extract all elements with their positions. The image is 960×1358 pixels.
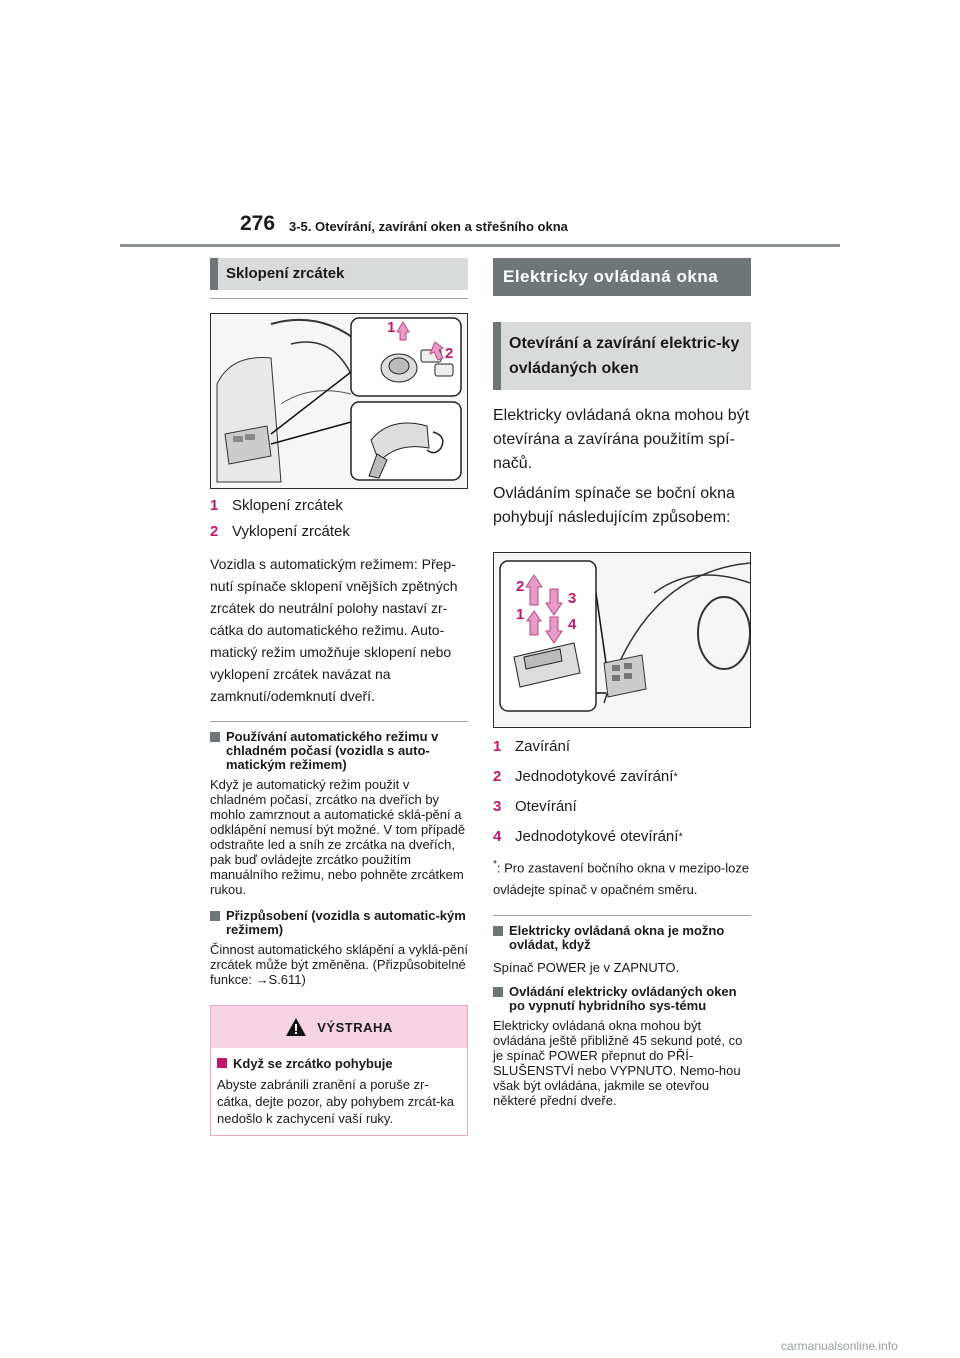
left-column	[210, 258, 468, 1136]
warning-subtitle: Když se zrcátko pohybuje	[217, 1056, 461, 1071]
list-item-fold: 1 Sklopení zrcátek	[210, 497, 343, 514]
warning-box	[210, 1005, 468, 1136]
page-number: 276	[240, 212, 276, 235]
window-switch-figure	[493, 552, 751, 728]
note-cold-weather-text: Když je automatický režim použit v chladném počasí, zrcátko na dveřích by mohlo zamrznout a automatické sklá-pění a odklápění nemusí být možné. V tom případě odstraňte led a sníh ze zrcátka na dveřích, pak buď ovládejte zrcátko použitím manuálního režimu, nebo pohněte zrcátkem rukou.	[210, 777, 466, 897]
divider	[210, 721, 468, 722]
note-operation-condition-text: Spínač POWER je v ZAPNUTO.	[493, 960, 680, 976]
intro-text-1: Elektricky ovládaná okna mohou být otevírána a zavírána použitím spí-načů.	[493, 407, 750, 472]
list-item-close: 1 Zavírání	[493, 738, 571, 755]
note-operation-condition-title: Elektricky ovládaná okna je možno ovládat, když	[493, 924, 751, 952]
section-rule	[210, 298, 468, 299]
note-after-off-title: Ovládání elektricky ovládaných oken po vypnutí hybridního sys-tému	[493, 985, 751, 1013]
figure-label-1-close: 1	[516, 606, 525, 623]
figure-label-2-onetouch-close: 2	[516, 578, 525, 595]
figure-label-2: 2	[445, 345, 454, 362]
divider	[493, 915, 751, 916]
note-customization-title: Přizpůsobení (vozidla s automatic-kým režimem)	[210, 909, 468, 937]
warning-title: VÝSTRAHA	[317, 1019, 393, 1035]
list-item-onetouch-open: 4 Jednodotykové otevírání *	[493, 828, 683, 845]
right-column	[493, 258, 751, 1108]
watermark: carmanualsonline.info	[781, 1339, 898, 1353]
list-item-open: 3 Otevírání	[493, 798, 577, 815]
footnote-onetouch: *: Pro zastavení bočního okna v mezipo-loze ovládejte spínač v opačném směru.	[493, 859, 750, 898]
warning-header	[211, 1006, 467, 1048]
note-cold-weather-title: Používání automatického režimu v chladném počasí (vozidla s auto-matickým režimem)	[210, 730, 468, 772]
window-switch-illustration	[494, 553, 750, 727]
section-title-mirror-fold: Sklopení zrcátek	[210, 258, 468, 290]
note-after-off-text: Elektricky ovládaná okna mohou být ovládána ještě přibližně 45 sekund poté, co je spínač POWER přepnut do PŘÍ-SLUŠENSTVÍ nebo VYPNUTO. Nemo-hou však být ovládána, jakmile se otevřou některé přední dveře.	[493, 1018, 743, 1109]
chapter-title: 3-5. Otevírání, zavírání oken a střešního okna	[289, 219, 568, 234]
list-item-unfold: 2 Vyklopení zrcátek	[210, 523, 350, 540]
intro-text-2: Ovládáním spínače se boční okna pohybují následujícím způsobem:	[493, 485, 735, 526]
list-item-onetouch-close: 2 Jednodotykové zavírání *	[493, 768, 678, 785]
main-title-power-windows: Elektricky ovládaná okna	[493, 258, 751, 296]
figure-label-4-onetouch-open: 4	[568, 616, 577, 633]
mirror-switch-illustration	[211, 314, 467, 488]
subsection-title-open-close: Otevírání a zavírání elektric-ky ovládaných oken	[493, 322, 751, 390]
note-customization-text: Činnost automatického sklápění a vyklá-pění zrcátek může být změněna. (Přizpůsobitelné funkce: →S.611)	[210, 942, 468, 987]
mirror-fold-figure	[210, 313, 468, 489]
warning-triangle-icon	[285, 1017, 307, 1037]
header-rule	[120, 244, 840, 247]
warning-text: Abyste zabránili zranění a poruše zr-cátka, dejte pozor, aby pohybem zrcát-ka nedošlo k zachycení vaší ruky.	[217, 1077, 455, 1126]
figure-label-3-open: 3	[568, 590, 577, 607]
auto-mode-text: Vozidla s automatickým režimem: Přep-nutí spínače sklopení vnějších zpětných zrcátek do neutrální polohy nastaví zr-cátka do automatického režimu. Auto-matický režim umožňuje sklopení nebo vyklopení zrcátek navázat na zamknutí/odemknutí dveří.	[210, 556, 458, 704]
figure-label-1: 1	[387, 319, 396, 336]
